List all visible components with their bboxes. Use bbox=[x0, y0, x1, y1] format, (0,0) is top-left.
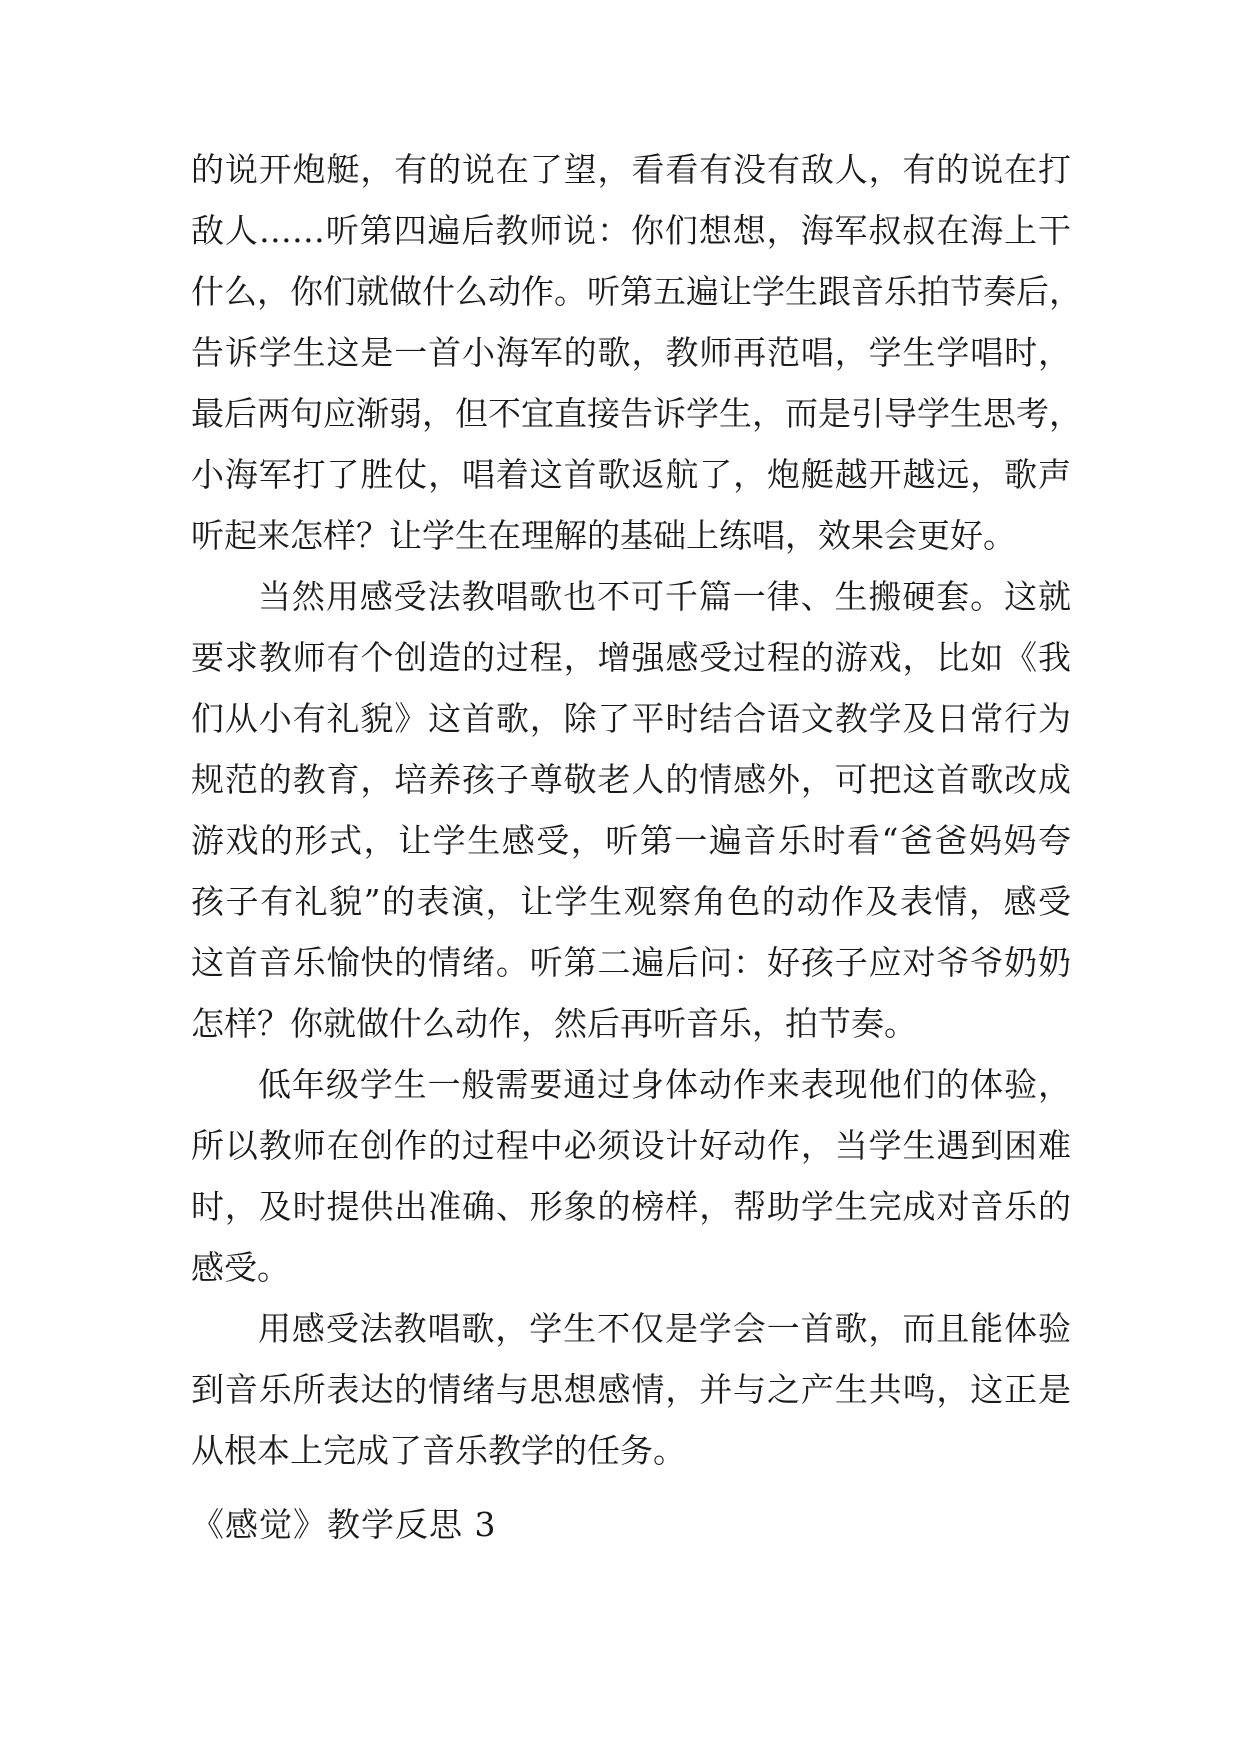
body-line: 们从小有礼貌》这首歌，除了平时结合语文教学及日常行为 bbox=[191, 699, 1071, 738]
body-line: 小海军打了胜仗，唱着这首歌返航了，炮艇越开越远，歌声 bbox=[191, 455, 1071, 494]
body-line: 听起来怎样？让学生在理解的基础上练唱，效果会更好。 bbox=[191, 516, 1016, 555]
body-line: 孩子有礼貌”的表演，让学生观察角色的动作及表情，感受 bbox=[191, 882, 1071, 921]
body-line: 告诉学生这是一首小海军的歌，教师再范唱，学生学唱时， bbox=[191, 333, 1071, 372]
body-line: 所以教师在创作的过程中必须设计好动作，当学生遇到困难 bbox=[191, 1126, 1071, 1165]
paragraph-first-line: 用感受法教唱歌，学生不仅是学会一首歌，而且能体验 bbox=[258, 1309, 1071, 1348]
body-line: 什么，你们就做什么动作。听第五遍让学生跟音乐拍节奏后， bbox=[191, 272, 1082, 311]
paragraph-first-line: 当然用感受法教唱歌也不可千篇一律、生搬硬套。这就 bbox=[258, 577, 1071, 616]
paragraph-first-line: 低年级学生一般需要通过身体动作来表现他们的体验， bbox=[258, 1065, 1071, 1104]
body-line: 感受。 bbox=[191, 1248, 290, 1287]
body-line: 到音乐所表达的情绪与思想感情，并与之产生共鸣，这正是 bbox=[191, 1370, 1071, 1409]
body-line: 的说开炮艇，有的说在了望，看看有没有敌人，有的说在打 bbox=[191, 150, 1071, 189]
body-line: 游戏的形式，让学生感受，听第一遍音乐时看“爸爸妈妈夸 bbox=[191, 821, 1071, 860]
body-line: 从根本上完成了音乐教学的任务。 bbox=[191, 1431, 686, 1470]
body-line: 规范的教育，培养孩子尊敬老人的情感外，可把这首歌改成 bbox=[191, 760, 1071, 799]
body-line: 怎样？你就做什么动作，然后再听音乐，拍节奏。 bbox=[191, 1004, 917, 1043]
body-line: 这首音乐愉快的情绪。听第二遍后问：好孩子应对爷爷奶奶 bbox=[191, 943, 1071, 982]
body-line: 要求教师有个创造的过程，增强感受过程的游戏，比如《我 bbox=[191, 638, 1071, 677]
section-heading: 《感觉》教学反思 3 bbox=[191, 1505, 497, 1544]
body-line: 最后两句应渐弱，但不宜直接告诉学生，而是引导学生思考， bbox=[191, 394, 1082, 433]
body-line: 时，及时提供出准确、形象的榜样，帮助学生完成对音乐的 bbox=[191, 1187, 1071, 1226]
body-line: 敌人……听第四遍后教师说：你们想想，海军叔叔在海上干 bbox=[191, 211, 1071, 250]
